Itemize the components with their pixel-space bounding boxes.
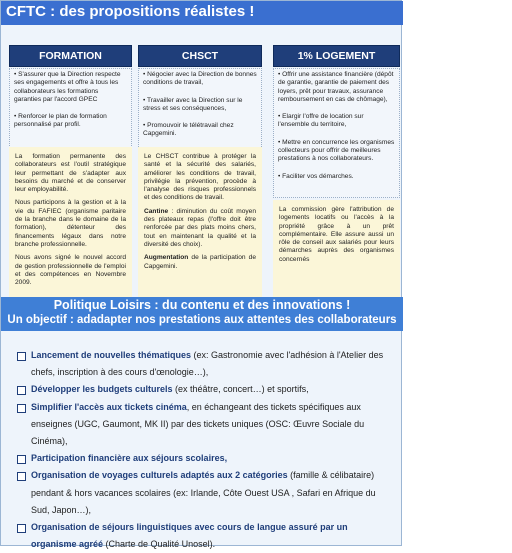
logement-details	[273, 200, 400, 297]
formation-header: FORMATION	[9, 45, 132, 67]
title-banner	[1, 1, 403, 25]
list-item-detail: (famille & célibataire) pendant & hors vacances scolaires (ex: Irlande, Côte Ouest USA , Safari en Afrique du Sud, Japon…),	[31, 470, 376, 515]
logement-header: 1% LOGEMENT	[273, 45, 400, 67]
loisirs-title: Politique Loisirs : du contenu et des innovations !	[53, 298, 351, 312]
chsct-goal: • Promouvoir le télétravail chez Capgemini.	[143, 122, 234, 138]
checkbox-bullet-icon	[17, 472, 26, 481]
chsct-goals	[138, 68, 262, 151]
formation-detail: La formation permanente des collaborateurs est l'outil stratégique leur permettant de s'adapter aux besoins du marché et de conserver leur employabilité.	[15, 153, 126, 194]
checkbox-bullet-icon	[17, 352, 26, 361]
list-item-detail: , en échangeant des tickets spécifiques aux enseignes (UGC, Gaumont, MK II) par des tickets uniques (OSC: Œuvre Sociale du Cinéma),	[31, 401, 365, 447]
list-item-title: Participation financière aux séjours scolaires,	[31, 453, 228, 464]
list-item-detail: (Charte de Qualité Unosel).	[103, 539, 216, 550]
list-item-title: Organisation de voyages culturels adaptés aux 2 catégories	[31, 470, 288, 481]
list-item-title: Simplifier l'accès aux tickets cinéma	[31, 401, 187, 412]
list-item	[17, 381, 393, 398]
chsct-detail: Augmentation de la participation de Capgemini.	[144, 254, 256, 270]
chsct-goal: • Travailler avec la Direction sur le stress et ses conséquences,	[143, 96, 243, 112]
page-title: CFTC : des propositions réalistes !	[6, 3, 255, 20]
list-item	[17, 450, 393, 467]
list-item	[17, 347, 393, 381]
formation-goal: • Renforcer le plan de formation personnalisé par profil.	[14, 113, 107, 129]
chsct-detail: Le CHSCT contribue à protéger la santé et la sécurité des salariés, améliorer les conditions de travail, privilégie la prévention, procède à l'analyse des risques professionnels et des conditions de travail.	[144, 153, 256, 202]
list-item	[17, 467, 393, 519]
formation-detail: Nous avons signé le nouvel accord de gestion professionnelle de l'emploi et des compétences en Novembre 2009.	[15, 254, 126, 287]
checkbox-bullet-icon	[17, 524, 26, 533]
loisirs-subtitle: Un objectif : adadapter nos prestations aux attentes des collaborateurs	[7, 314, 397, 326]
logement-goal: • Faciliter vos démarches.	[278, 172, 354, 180]
chsct-details	[138, 147, 262, 297]
logement-detail: La commission gère l'attribution de logements locatifs ou l'accès à la propriété grâce à un prêt complémentaire. Elle assure aussi un rôle de conseil aux salariés pour leurs démarches auprès des organismes concernés	[279, 206, 394, 263]
list-item	[17, 399, 393, 451]
list-item-title: Développer les budgets culturels	[31, 384, 173, 395]
formation-details	[9, 147, 132, 297]
chsct-header: CHSCT	[138, 45, 262, 67]
checkbox-bullet-icon	[17, 386, 26, 395]
list-item	[17, 519, 393, 553]
chsct-goal: • Négocier avec la Direction de bonnes conditions de travail,	[143, 71, 257, 87]
logement-goal: • Mettre en concurrence les organismes collecteurs pour offrir de meilleures prestations à nos collaborateurs.	[278, 138, 395, 163]
list-item-title: Lancement de nouvelles thématiques	[31, 350, 192, 360]
formation-goals	[9, 68, 132, 158]
formation-goal: • S'assurer que la Direction respecte ses engagements et offre à tous les collaborateurs les formations garanties par l'accord GPEC	[14, 71, 121, 103]
checkbox-bullet-icon	[17, 455, 26, 464]
formation-detail: Nous participons à la gestion et à la vie du FAFIEC (organisme paritaire de la branche dans le domaine de la formation), détenteur des financements légaux dans notre branche professionnelle.	[15, 199, 126, 248]
chsct-detail: Cantine : diminution du coût moyen des plateaux repas (l'offre doit être renforcée par des plats moins chers, tout en maintenant la qualité et la diversité des choix).	[144, 207, 256, 248]
logement-goal: • Offrir une assistance financière (dépôt de garantie, garantie de paiement des loyers, prêt pour travaux, assurance remboursement en cas de chômage),	[278, 71, 394, 103]
loisirs-banner	[1, 297, 403, 331]
list-item-detail: (ex: Gastronomie avec l'adhésion à l'Atelier des chefs, inscription à des cours d'œnologie…),	[31, 350, 384, 378]
list-item-detail: (ex théâtre, concert…) et sportifs,	[172, 384, 309, 395]
list-item-title: Organisation de séjours linguistiques avec cours de langue assuré par un organisme agréé	[31, 522, 348, 550]
loisirs-list	[17, 347, 393, 553]
logement-goals	[273, 68, 400, 198]
checkbox-bullet-icon	[17, 404, 26, 413]
logement-goal: • Elargir l'offre de location sur l'ensemble du territoire,	[278, 113, 364, 129]
